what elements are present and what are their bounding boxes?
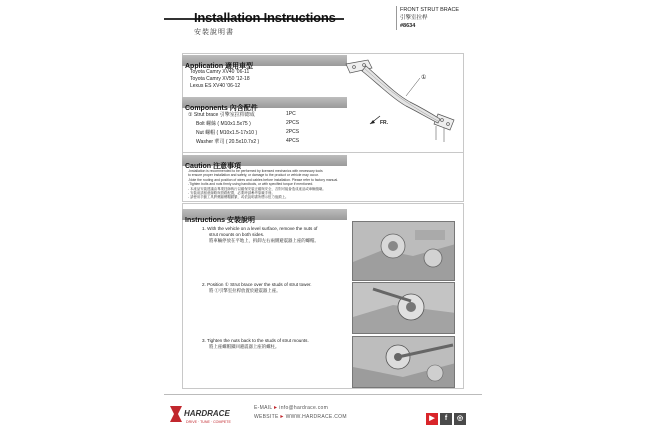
email-label: E-MAIL (254, 405, 273, 411)
callout-leader (406, 78, 420, 96)
step-3 (202, 338, 352, 350)
brand-logo (168, 402, 260, 426)
contact-info (254, 404, 347, 422)
arrow-icon: ▸ (280, 414, 286, 420)
step-text-chinese: 將 ①引擎室拉桿放置於避震器上座。 (209, 288, 281, 293)
application-heading-bar (182, 55, 347, 70)
part-number: #8634 (400, 23, 416, 29)
brand-name: HARDRACE (184, 409, 230, 418)
component-qty: 1PC (286, 111, 296, 117)
vehicle-list (190, 69, 250, 90)
caution-line: -Note the routing and position of wires and cables before installation. Please refer to factory manual. (188, 177, 339, 182)
component-label: Washer 華司 ( 20.5x10.7x2 ) (196, 139, 260, 145)
caution-line: -Installation is recommended to be performed by licensed mechanics with necessary tools (188, 169, 323, 173)
step-text-chinese: 將上座螺帽鎖回避震器上座的螺柱。 (209, 344, 280, 349)
step-1-photo (352, 221, 455, 281)
component-label: Nut 螺帽 ( M10x1.5-17x10 ) (196, 130, 258, 136)
caution-heading: Caution 注意事項 (185, 163, 241, 170)
vehicle-item: Toyota Camry XV50 '12-18 (190, 76, 250, 82)
caution-line: -Tighten bolts and nuts firmly using handtools, or with specified torque if mentioned. (188, 182, 314, 187)
step-text-line: 3. Tighten the nuts back to the studs of strut mounts. (202, 338, 309, 343)
caution-line: to ensure proper installation and safety, or damage to the product or vehicle may occur. (188, 173, 319, 178)
product-name-chinese: 引擎室拉桿 (400, 15, 428, 21)
step-text-line: 1. With the vehicle on a level surface, remove the nuts of (202, 226, 318, 231)
caution-line: - 請使用手動工具將螺絲螺帽鎖緊，或依說明書所標示扭力值鎖上。 (188, 195, 289, 200)
step-text-line: 2. Position ① Strut brace over the studs of strut tower. (202, 282, 312, 287)
step-2-photo (352, 282, 455, 334)
page-title: Installation Instructions (194, 10, 336, 25)
component-label: ① Strut brace 引擎室拉桿總成 (188, 112, 255, 118)
caution-list (188, 169, 443, 200)
page-title-chinese: 安裝說明書 (194, 29, 234, 36)
youtube-icon[interactable]: ▶ (426, 413, 438, 425)
vehicle-item: Lexus ES XV40 '06-12 (190, 83, 241, 89)
strut-brace-diagram (340, 56, 458, 144)
component-qty: 4PCS (286, 138, 300, 144)
caution-line: - 本產品安裝建議由專業技師執行以確保安裝正確與安全，否則可能會造成產品或車輛損壞。 (188, 186, 326, 191)
instagram-icon[interactable]: ◎ (454, 413, 466, 425)
email-link[interactable]: info@hardrace.com (279, 405, 329, 411)
front-direction-label: FR. (380, 120, 389, 126)
vehicle-item: Toyota Camry XV40 '06-11 (190, 69, 250, 75)
components-heading: Components 內含配件 (185, 105, 258, 112)
step-3-photo (352, 336, 455, 388)
brand-tagline: DRIVE · TUNE · COMPETE (186, 420, 231, 424)
caution-line: - 安裝前請留意線路與管路配置，必要時請參考原廠手冊。 (188, 191, 275, 196)
footer-rule (164, 394, 482, 395)
step-1 (202, 226, 352, 244)
product-name: FRONT STRUT BRACE (400, 7, 460, 13)
component-qty: 2PCS (286, 120, 300, 126)
instructions-heading-bar (182, 209, 347, 224)
step-2 (202, 282, 352, 294)
brand-mark-icon (170, 406, 182, 422)
step-text-chinese: 將車輛停放在平地上，拆卸左右兩側避震器上座的螺帽。 (209, 238, 319, 243)
diagram-callout: ① (421, 74, 427, 81)
facebook-icon[interactable]: f (440, 413, 452, 425)
component-label: Bolt 螺絲 ( M10x1.5x75 ) (196, 121, 251, 127)
social-links (426, 407, 478, 422)
application-heading: Application 適用車型 (185, 63, 254, 70)
component-qty: 2PCS (286, 129, 300, 135)
email-line (254, 404, 347, 413)
instruction-sheet (164, 0, 482, 430)
website-line (254, 413, 347, 422)
components-heading-bar (182, 97, 347, 112)
caution-heading-bar (182, 155, 347, 170)
website-label: WEBSITE (254, 414, 279, 420)
website-link[interactable]: WWW.HARDRACE.COM (285, 414, 347, 420)
step-text-line: strut mounts on both sides. (209, 232, 265, 237)
instructions-heading: Instructions 安裝說明 (185, 217, 256, 224)
product-info (396, 6, 482, 30)
arrow-icon: ▸ (274, 405, 280, 411)
